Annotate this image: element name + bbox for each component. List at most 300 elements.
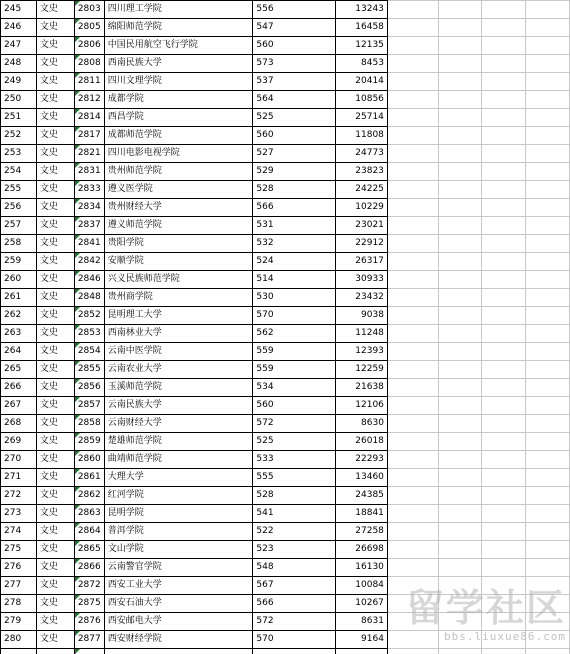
cell-empty[interactable] (482, 145, 526, 163)
cell-id[interactable]: 263 (1, 325, 37, 343)
cell-name[interactable]: 遵义师范学院 (104, 217, 253, 235)
cell-type[interactable]: 文史 (36, 73, 74, 91)
cell-code[interactable]: 2861 (74, 469, 104, 487)
cell-empty[interactable] (526, 91, 570, 109)
cell-empty[interactable] (387, 415, 438, 433)
cell-id[interactable]: 271 (1, 469, 37, 487)
cell-type[interactable]: 文史 (36, 433, 74, 451)
cell-code[interactable]: 2860 (74, 451, 104, 469)
cell-empty[interactable] (482, 595, 526, 613)
cell-score[interactable]: 570 (253, 307, 336, 325)
cell-empty[interactable] (387, 541, 438, 559)
cell-empty[interactable] (387, 163, 438, 181)
cell-id[interactable]: 278 (1, 595, 37, 613)
cell-id[interactable]: 259 (1, 253, 37, 271)
cell-empty[interactable] (387, 433, 438, 451)
cell-id[interactable]: 265 (1, 361, 37, 379)
cell-type[interactable]: 文史 (36, 415, 74, 433)
cell-name[interactable]: 文山学院 (104, 541, 253, 559)
cell-empty[interactable] (438, 559, 482, 577)
cell-empty[interactable] (526, 613, 570, 631)
cell-code[interactable]: 2814 (74, 109, 104, 127)
cell-name[interactable]: 成都学院 (104, 91, 253, 109)
cell-empty[interactable] (482, 451, 526, 469)
cell-type[interactable] (36, 649, 74, 654)
cell-name[interactable]: 贵州商学院 (104, 289, 253, 307)
cell-name[interactable]: 云南民族大学 (104, 397, 253, 415)
cell-name[interactable]: 普洱学院 (104, 523, 253, 541)
cell-name[interactable]: 贵阳学院 (104, 235, 253, 253)
cell-empty[interactable] (387, 613, 438, 631)
cell-code[interactable]: 2854 (74, 343, 104, 361)
cell-id[interactable]: 252 (1, 127, 37, 145)
cell-empty[interactable] (387, 487, 438, 505)
cell-empty[interactable] (387, 505, 438, 523)
cell-score[interactable]: 572 (253, 613, 336, 631)
cell-code[interactable]: 2864 (74, 523, 104, 541)
cell-empty[interactable] (438, 73, 482, 91)
cell-name[interactable]: 中国民用航空飞行学院 (104, 37, 253, 55)
cell-code[interactable]: 2808 (74, 55, 104, 73)
cell-type[interactable]: 文史 (36, 217, 74, 235)
cell-score[interactable]: 559 (253, 343, 336, 361)
cell-empty[interactable] (387, 397, 438, 415)
cell-score[interactable]: 573 (253, 55, 336, 73)
cell-rank[interactable]: 30933 (336, 271, 388, 289)
cell-name[interactable]: 四川理工学院 (104, 1, 253, 19)
cell-name[interactable]: 西安财经学院 (104, 631, 253, 649)
cell-empty[interactable] (526, 217, 570, 235)
cell-name[interactable]: 昆明学院 (104, 505, 253, 523)
cell-empty[interactable] (387, 559, 438, 577)
cell-name[interactable]: 西安工业大学 (104, 577, 253, 595)
cell-empty[interactable] (482, 91, 526, 109)
cell-score[interactable]: 560 (253, 127, 336, 145)
cell-type[interactable]: 文史 (36, 289, 74, 307)
cell-type[interactable]: 文史 (36, 145, 74, 163)
cell-empty[interactable] (438, 19, 482, 37)
cell-rank[interactable]: 11808 (336, 127, 388, 145)
cell-type[interactable]: 文史 (36, 307, 74, 325)
cell-rank[interactable]: 10267 (336, 595, 388, 613)
cell-empty[interactable] (438, 433, 482, 451)
cell-empty[interactable] (482, 649, 526, 654)
cell-rank[interactable]: 26698 (336, 541, 388, 559)
cell-empty[interactable] (387, 451, 438, 469)
cell-id[interactable]: 245 (1, 1, 37, 19)
cell-score[interactable]: 555 (253, 469, 336, 487)
cell-empty[interactable] (438, 523, 482, 541)
cell-rank[interactable]: 26317 (336, 253, 388, 271)
cell-code[interactable]: 2817 (74, 127, 104, 145)
cell-empty[interactable] (387, 73, 438, 91)
cell-code[interactable]: 2859 (74, 433, 104, 451)
cell-rank[interactable]: 9164 (336, 631, 388, 649)
cell-empty[interactable] (438, 505, 482, 523)
cell-empty[interactable] (387, 469, 438, 487)
cell-code[interactable]: 2863 (74, 505, 104, 523)
cell-empty[interactable] (482, 289, 526, 307)
cell-empty[interactable] (387, 523, 438, 541)
cell-rank[interactable]: 10856 (336, 91, 388, 109)
cell-empty[interactable] (482, 235, 526, 253)
cell-score[interactable]: 572 (253, 415, 336, 433)
cell-rank[interactable]: 27258 (336, 523, 388, 541)
cell-empty[interactable] (482, 343, 526, 361)
cell-name[interactable]: 楚雄师范学院 (104, 433, 253, 451)
cell-empty[interactable] (387, 55, 438, 73)
cell-id[interactable]: 258 (1, 235, 37, 253)
cell-empty[interactable] (526, 325, 570, 343)
cell-empty[interactable] (526, 577, 570, 595)
cell-name[interactable]: 四川电影电视学院 (104, 145, 253, 163)
cell-score[interactable]: 570 (253, 631, 336, 649)
cell-empty[interactable] (526, 289, 570, 307)
cell-score[interactable]: 533 (253, 451, 336, 469)
cell-empty[interactable] (482, 361, 526, 379)
cell-empty[interactable] (438, 217, 482, 235)
cell-name[interactable]: 大理大学 (104, 469, 253, 487)
cell-rank[interactable]: 23432 (336, 289, 388, 307)
cell-rank[interactable]: 24773 (336, 145, 388, 163)
cell-id[interactable]: 246 (1, 19, 37, 37)
cell-empty[interactable] (482, 415, 526, 433)
cell-type[interactable]: 文史 (36, 397, 74, 415)
cell-empty[interactable] (438, 325, 482, 343)
cell-code[interactable]: 2857 (74, 397, 104, 415)
cell-type[interactable]: 文史 (36, 379, 74, 397)
cell-id[interactable]: 260 (1, 271, 37, 289)
cell-empty[interactable] (482, 37, 526, 55)
cell-empty[interactable] (387, 127, 438, 145)
cell-name[interactable]: 云南财经大学 (104, 415, 253, 433)
cell-empty[interactable] (526, 649, 570, 654)
cell-id[interactable]: 280 (1, 631, 37, 649)
cell-rank[interactable]: 22912 (336, 235, 388, 253)
cell-name[interactable]: 四川文理学院 (104, 73, 253, 91)
cell-name[interactable]: 贵州师范学院 (104, 163, 253, 181)
cell-empty[interactable] (526, 271, 570, 289)
cell-name[interactable]: 西南民族大学 (104, 55, 253, 73)
cell-id[interactable]: 254 (1, 163, 37, 181)
cell-rank[interactable]: 21638 (336, 379, 388, 397)
cell-empty[interactable] (526, 487, 570, 505)
cell-empty[interactable] (482, 505, 526, 523)
cell-empty[interactable] (482, 217, 526, 235)
cell-type[interactable]: 文史 (36, 235, 74, 253)
cell-score[interactable]: 559 (253, 361, 336, 379)
cell-empty[interactable] (387, 361, 438, 379)
cell-type[interactable]: 文史 (36, 595, 74, 613)
cell-rank[interactable]: 24385 (336, 487, 388, 505)
cell-id[interactable]: 272 (1, 487, 37, 505)
cell-rank[interactable]: 8630 (336, 415, 388, 433)
cell-type[interactable]: 文史 (36, 469, 74, 487)
cell-rank[interactable] (336, 649, 388, 654)
cell-empty[interactable] (438, 541, 482, 559)
cell-type[interactable]: 文史 (36, 199, 74, 217)
cell-rank[interactable]: 9038 (336, 307, 388, 325)
cell-name[interactable]: 安顺学院 (104, 253, 253, 271)
cell-empty[interactable] (482, 487, 526, 505)
cell-empty[interactable] (526, 541, 570, 559)
cell-rank[interactable]: 12259 (336, 361, 388, 379)
cell-type[interactable]: 文史 (36, 55, 74, 73)
cell-empty[interactable] (482, 433, 526, 451)
cell-empty[interactable] (482, 523, 526, 541)
cell-code[interactable]: 2842 (74, 253, 104, 271)
cell-empty[interactable] (526, 343, 570, 361)
cell-empty[interactable] (387, 253, 438, 271)
cell-rank[interactable]: 13460 (336, 469, 388, 487)
cell-empty[interactable] (387, 649, 438, 654)
cell-empty[interactable] (526, 307, 570, 325)
cell-id[interactable]: 267 (1, 397, 37, 415)
cell-empty[interactable] (482, 577, 526, 595)
cell-name[interactable]: 绵阳师范学院 (104, 19, 253, 37)
cell-score[interactable]: 522 (253, 523, 336, 541)
cell-empty[interactable] (482, 271, 526, 289)
cell-empty[interactable] (387, 271, 438, 289)
cell-rank[interactable]: 8453 (336, 55, 388, 73)
cell-score[interactable]: 562 (253, 325, 336, 343)
cell-code[interactable]: 2877 (74, 631, 104, 649)
cell-id[interactable]: 266 (1, 379, 37, 397)
cell-empty[interactable] (482, 73, 526, 91)
cell-empty[interactable] (387, 289, 438, 307)
cell-code[interactable]: 2848 (74, 289, 104, 307)
cell-id[interactable]: 251 (1, 109, 37, 127)
cell-empty[interactable] (438, 253, 482, 271)
cell-score[interactable]: 527 (253, 145, 336, 163)
cell-id[interactable]: 277 (1, 577, 37, 595)
cell-rank[interactable]: 16458 (336, 19, 388, 37)
cell-type[interactable]: 文史 (36, 613, 74, 631)
cell-id[interactable]: 256 (1, 199, 37, 217)
cell-empty[interactable] (387, 235, 438, 253)
cell-rank[interactable]: 23021 (336, 217, 388, 235)
cell-rank[interactable]: 18841 (336, 505, 388, 523)
cell-empty[interactable] (526, 415, 570, 433)
cell-code[interactable]: 2846 (74, 271, 104, 289)
cell-empty[interactable] (387, 307, 438, 325)
cell-id[interactable]: 275 (1, 541, 37, 559)
cell-rank[interactable]: 26018 (336, 433, 388, 451)
cell-empty[interactable] (526, 109, 570, 127)
cell-rank[interactable]: 12393 (336, 343, 388, 361)
cell-empty[interactable] (438, 145, 482, 163)
cell-empty[interactable] (526, 1, 570, 19)
cell-empty[interactable] (526, 433, 570, 451)
cell-code[interactable]: 2805 (74, 19, 104, 37)
cell-empty[interactable] (482, 397, 526, 415)
cell-id[interactable]: 273 (1, 505, 37, 523)
cell-name[interactable]: 遵义医学院 (104, 181, 253, 199)
cell-empty[interactable] (438, 343, 482, 361)
cell-type[interactable]: 文史 (36, 325, 74, 343)
cell-score[interactable]: 547 (253, 19, 336, 37)
cell-name[interactable]: 西南林业大学 (104, 325, 253, 343)
cell-empty[interactable] (438, 415, 482, 433)
cell-code[interactable]: 2841 (74, 235, 104, 253)
cell-score[interactable]: 560 (253, 37, 336, 55)
cell-id[interactable]: 264 (1, 343, 37, 361)
cell-empty[interactable] (482, 307, 526, 325)
cell-score[interactable]: 525 (253, 433, 336, 451)
cell-score[interactable]: 566 (253, 199, 336, 217)
cell-empty[interactable] (438, 307, 482, 325)
cell-id[interactable]: 257 (1, 217, 37, 235)
cell-code[interactable] (74, 649, 104, 654)
cell-type[interactable]: 文史 (36, 343, 74, 361)
cell-empty[interactable] (438, 379, 482, 397)
cell-name[interactable] (104, 649, 253, 654)
cell-empty[interactable] (526, 145, 570, 163)
cell-type[interactable]: 文史 (36, 91, 74, 109)
cell-empty[interactable] (387, 37, 438, 55)
cell-score[interactable]: 566 (253, 595, 336, 613)
cell-name[interactable]: 成都师范学院 (104, 127, 253, 145)
cell-empty[interactable] (387, 109, 438, 127)
cell-score[interactable]: 528 (253, 181, 336, 199)
cell-id[interactable]: 270 (1, 451, 37, 469)
cell-score[interactable]: 532 (253, 235, 336, 253)
cell-score[interactable]: 564 (253, 91, 336, 109)
cell-empty[interactable] (526, 397, 570, 415)
cell-code[interactable]: 2872 (74, 577, 104, 595)
cell-name[interactable]: 昆明理工大学 (104, 307, 253, 325)
cell-id[interactable]: 269 (1, 433, 37, 451)
cell-empty[interactable] (438, 199, 482, 217)
cell-empty[interactable] (438, 361, 482, 379)
cell-empty[interactable] (526, 523, 570, 541)
cell-rank[interactable]: 23823 (336, 163, 388, 181)
cell-name[interactable]: 玉溪师范学院 (104, 379, 253, 397)
cell-empty[interactable] (438, 487, 482, 505)
cell-code[interactable]: 2833 (74, 181, 104, 199)
cell-score[interactable]: 514 (253, 271, 336, 289)
cell-name[interactable]: 西安邮电大学 (104, 613, 253, 631)
cell-empty[interactable] (526, 451, 570, 469)
cell-code[interactable]: 2865 (74, 541, 104, 559)
cell-empty[interactable] (438, 91, 482, 109)
cell-empty[interactable] (482, 631, 526, 649)
cell-empty[interactable] (526, 199, 570, 217)
cell-id[interactable] (1, 649, 37, 654)
cell-type[interactable]: 文史 (36, 559, 74, 577)
cell-code[interactable]: 2834 (74, 199, 104, 217)
cell-id[interactable]: 253 (1, 145, 37, 163)
cell-empty[interactable] (438, 613, 482, 631)
cell-empty[interactable] (526, 73, 570, 91)
cell-empty[interactable] (482, 55, 526, 73)
cell-id[interactable]: 268 (1, 415, 37, 433)
cell-empty[interactable] (526, 19, 570, 37)
cell-code[interactable]: 2837 (74, 217, 104, 235)
cell-empty[interactable] (438, 271, 482, 289)
cell-empty[interactable] (526, 235, 570, 253)
cell-name[interactable]: 兴义民族师范学院 (104, 271, 253, 289)
cell-empty[interactable] (438, 109, 482, 127)
cell-empty[interactable] (526, 559, 570, 577)
cell-code[interactable]: 2862 (74, 487, 104, 505)
cell-empty[interactable] (482, 163, 526, 181)
cell-empty[interactable] (482, 379, 526, 397)
cell-empty[interactable] (438, 37, 482, 55)
cell-empty[interactable] (438, 235, 482, 253)
cell-empty[interactable] (387, 343, 438, 361)
cell-empty[interactable] (526, 379, 570, 397)
cell-score[interactable]: 531 (253, 217, 336, 235)
cell-empty[interactable] (387, 145, 438, 163)
cell-id[interactable]: 247 (1, 37, 37, 55)
cell-id[interactable]: 276 (1, 559, 37, 577)
cell-code[interactable]: 2875 (74, 595, 104, 613)
cell-empty[interactable] (482, 613, 526, 631)
cell-type[interactable]: 文史 (36, 631, 74, 649)
cell-score[interactable]: 523 (253, 541, 336, 559)
cell-id[interactable]: 249 (1, 73, 37, 91)
cell-empty[interactable] (438, 631, 482, 649)
cell-empty[interactable] (387, 181, 438, 199)
cell-score[interactable]: 537 (253, 73, 336, 91)
cell-empty[interactable] (526, 55, 570, 73)
cell-empty[interactable] (526, 163, 570, 181)
cell-code[interactable]: 2806 (74, 37, 104, 55)
cell-score[interactable]: 541 (253, 505, 336, 523)
cell-empty[interactable] (387, 379, 438, 397)
cell-code[interactable]: 2858 (74, 415, 104, 433)
cell-empty[interactable] (526, 127, 570, 145)
cell-code[interactable]: 2855 (74, 361, 104, 379)
cell-score[interactable]: 556 (253, 1, 336, 19)
cell-empty[interactable] (438, 55, 482, 73)
cell-empty[interactable] (387, 199, 438, 217)
cell-empty[interactable] (438, 595, 482, 613)
cell-score[interactable]: 567 (253, 577, 336, 595)
cell-rank[interactable]: 22293 (336, 451, 388, 469)
cell-rank[interactable]: 10084 (336, 577, 388, 595)
cell-score[interactable]: 529 (253, 163, 336, 181)
cell-name[interactable]: 红河学院 (104, 487, 253, 505)
cell-type[interactable]: 文史 (36, 541, 74, 559)
cell-name[interactable]: 西安石油大学 (104, 595, 253, 613)
cell-empty[interactable] (526, 253, 570, 271)
cell-empty[interactable] (387, 91, 438, 109)
cell-type[interactable]: 文史 (36, 181, 74, 199)
cell-score[interactable]: 548 (253, 559, 336, 577)
cell-code[interactable]: 2876 (74, 613, 104, 631)
cell-name[interactable]: 云南中医学院 (104, 343, 253, 361)
cell-empty[interactable] (438, 181, 482, 199)
cell-empty[interactable] (438, 397, 482, 415)
cell-score[interactable]: 534 (253, 379, 336, 397)
cell-rank[interactable]: 25714 (336, 109, 388, 127)
cell-score[interactable]: 530 (253, 289, 336, 307)
cell-type[interactable]: 文史 (36, 37, 74, 55)
cell-name[interactable]: 云南警官学院 (104, 559, 253, 577)
cell-empty[interactable] (387, 595, 438, 613)
cell-code[interactable]: 2831 (74, 163, 104, 181)
cell-rank[interactable]: 8631 (336, 613, 388, 631)
cell-empty[interactable] (482, 253, 526, 271)
cell-empty[interactable] (526, 505, 570, 523)
cell-id[interactable]: 274 (1, 523, 37, 541)
cell-score[interactable]: 525 (253, 109, 336, 127)
cell-type[interactable]: 文史 (36, 487, 74, 505)
cell-type[interactable]: 文史 (36, 1, 74, 19)
cell-rank[interactable]: 12106 (336, 397, 388, 415)
